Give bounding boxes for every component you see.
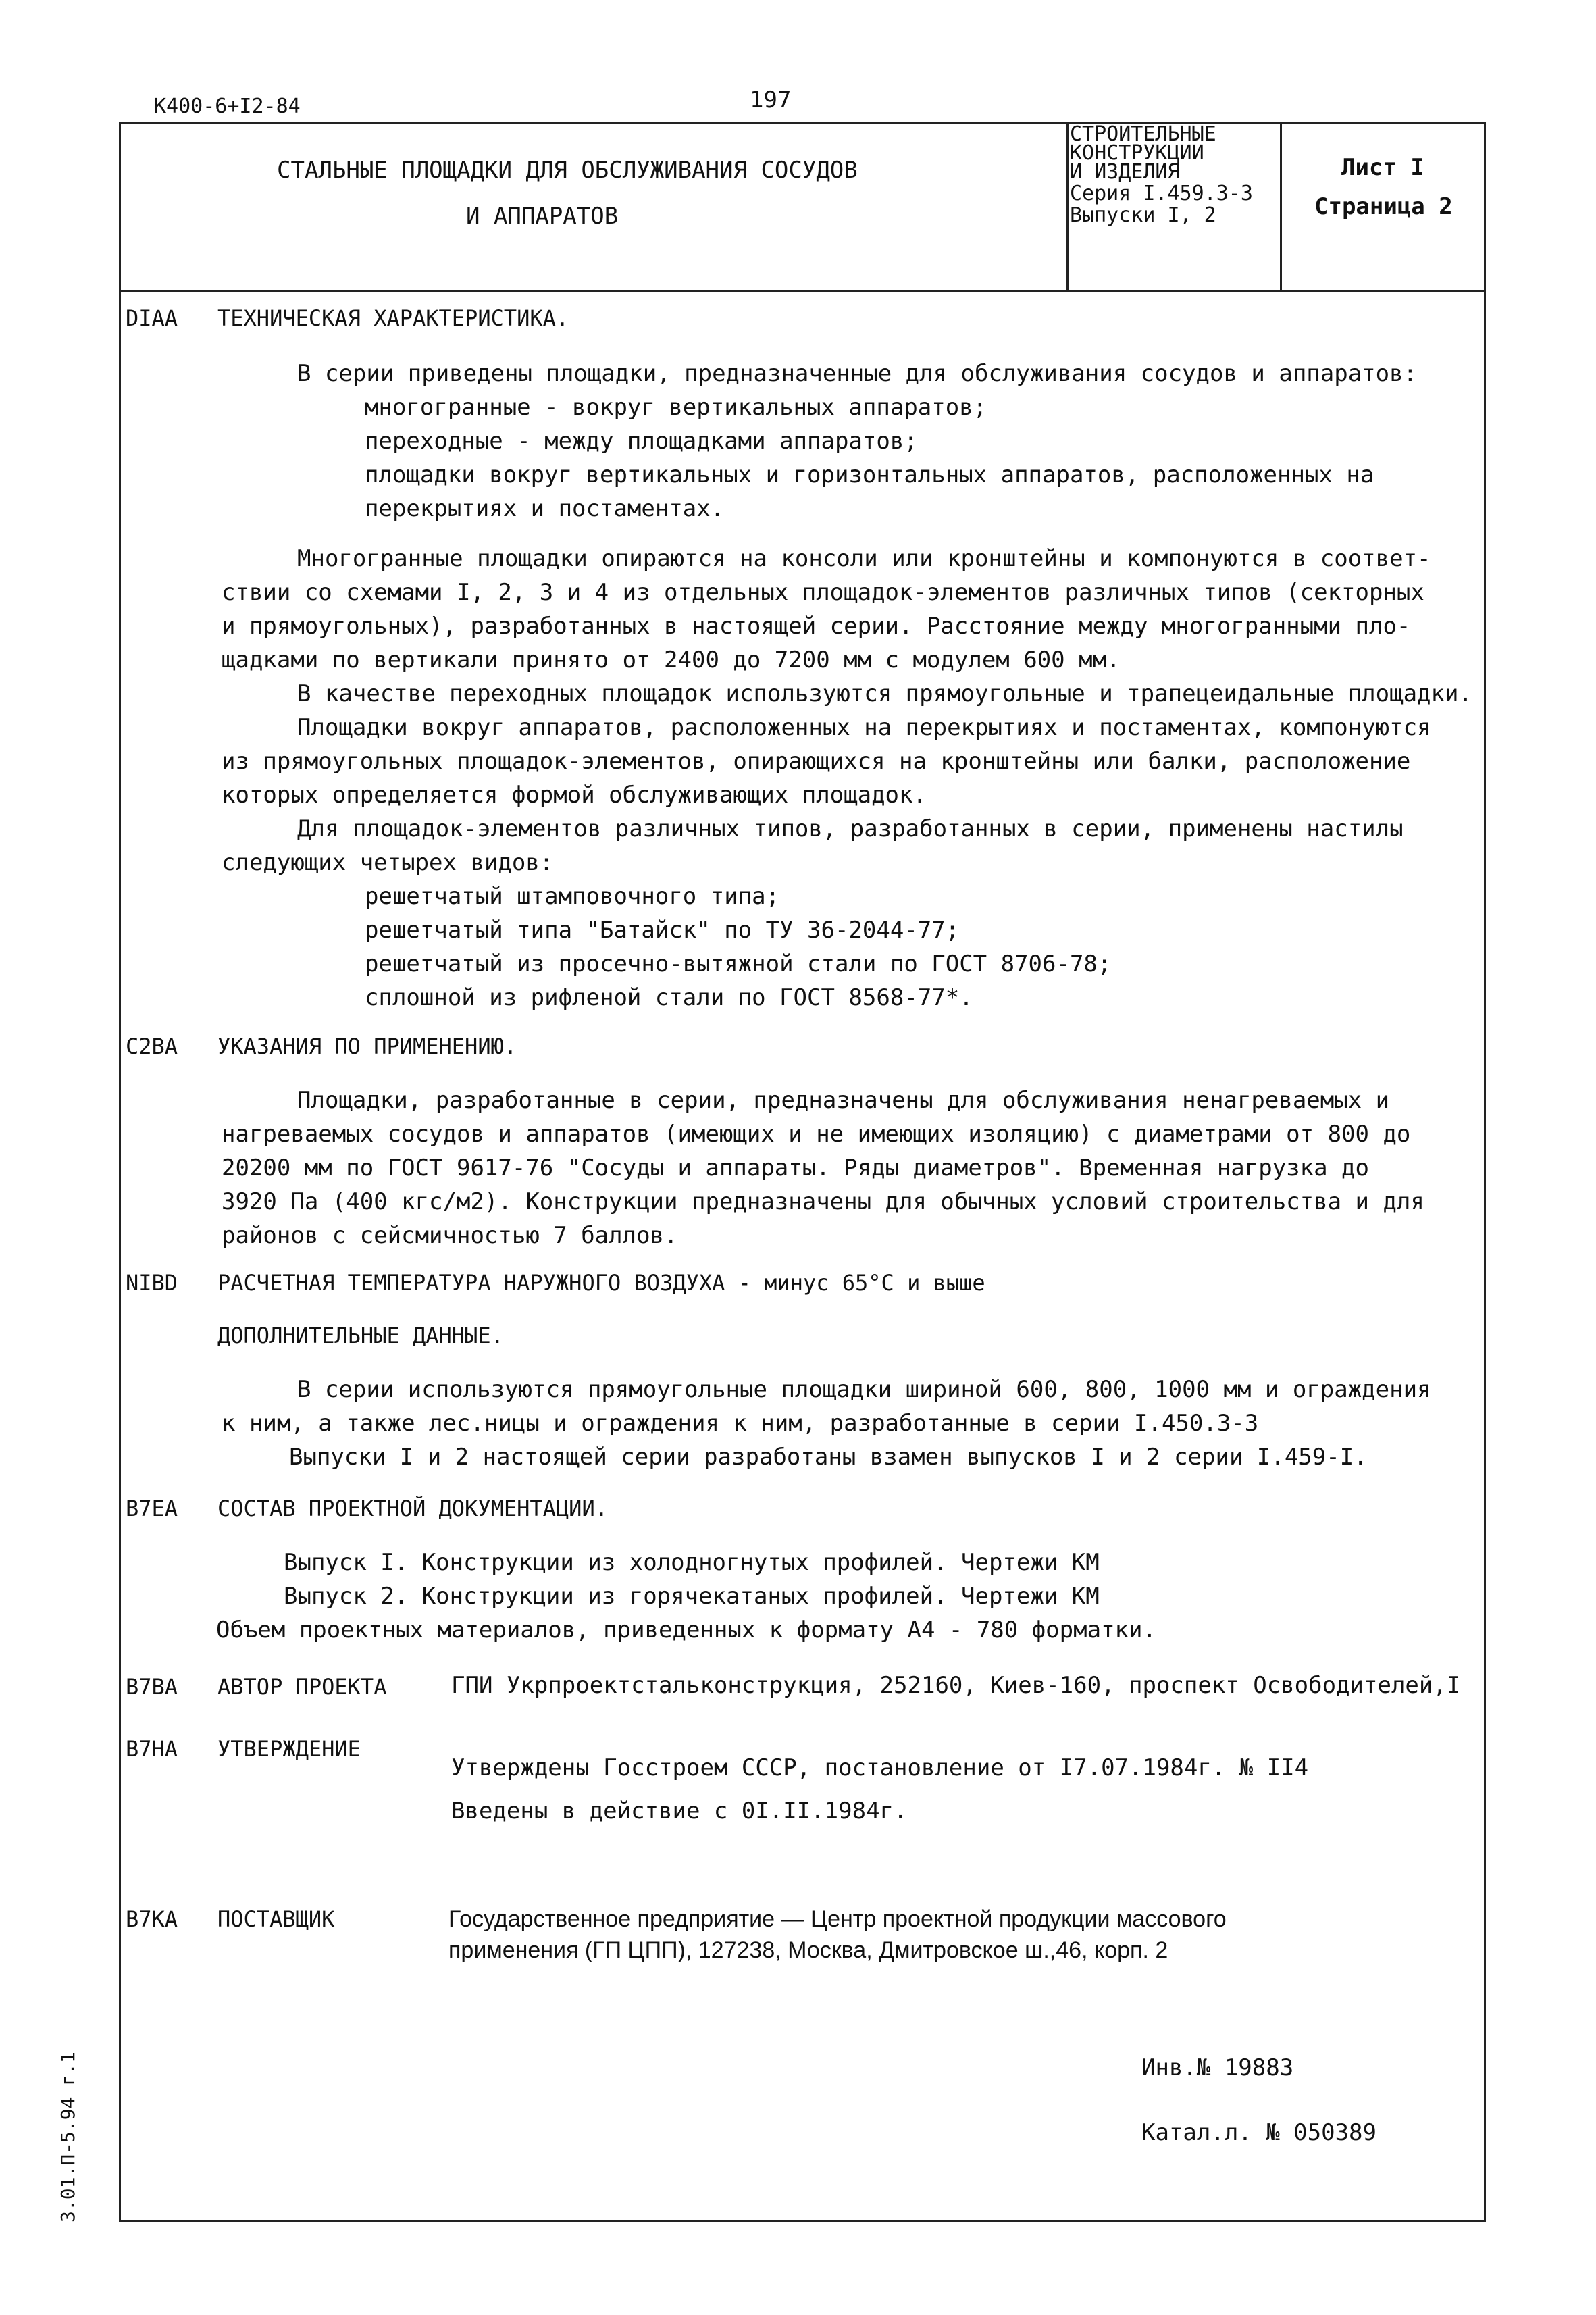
section-code: B7EA — [126, 1496, 178, 1521]
side-stamp: 3.01.П-5.94 г.1 — [57, 2052, 79, 2222]
header-divider — [121, 290, 1484, 292]
section-title: ДОПОЛНИТЕЛЬНЫЕ ДАННЫЕ. — [217, 1323, 504, 1348]
series-line: И ИЗДЕЛИЯ — [1070, 160, 1180, 184]
page-number: 197 — [750, 86, 792, 113]
header-divider-right — [1280, 124, 1282, 290]
section-code: B7HA — [126, 1736, 178, 1762]
section-title: ТЕХНИЧЕСКАЯ ХАРАКТЕРИСТИКА. — [217, 305, 569, 331]
text-line: Для площадок-элементов различных типов, разработанных в серии, применены настилы — [297, 815, 1404, 842]
text-line: решетчатый типа "Батайск" по ТУ 36-2044-77; — [365, 917, 960, 944]
document-code: К400-6+I2-84 — [154, 95, 301, 118]
text-line: районов с сейсмичностью 7 баллов. — [222, 1222, 678, 1249]
text-line: переходные - между площадками аппаратов; — [365, 428, 918, 455]
text-line: перекрытиях и постаментах. — [365, 495, 725, 522]
text-line: ствии со схемами I, 2, 3 и 4 из отдельных площадок-элементов различных типов (секторных — [222, 579, 1424, 606]
page-label: Страница 2 — [1314, 193, 1453, 220]
text-line: площадки вокруг вертикальных и горизонтальных аппаратов, расположенных на — [365, 461, 1374, 488]
title-line-2: И АППАРАТОВ — [466, 203, 619, 230]
text-line: 3920 Па (400 кгс/м2). Конструкции предназначены для обычных условий строительства и для — [222, 1188, 1424, 1215]
series-line: Выпуски I, 2 — [1070, 203, 1216, 227]
text-line: Площадки, разработанные в серии, предназначены для обслуживания ненагреваемых и — [297, 1087, 1390, 1114]
section-code: DIAA — [126, 305, 178, 331]
text-line: и прямоугольных), разработанных в настоящей серии. Расстояние между многогранными пло- — [222, 613, 1411, 640]
text-line: 20200 мм по ГОСТ 9617-76 "Сосуды и аппараты. Ряды диаметров". Временная нагрузка до — [222, 1154, 1369, 1181]
text-line: В качестве переходных площадок используются прямоугольные и трапецеидальные площадки. — [297, 680, 1472, 707]
header-divider-left — [1066, 124, 1069, 290]
text-line: следующих четырех видов: — [222, 849, 554, 876]
text-line: Выпуск 2. Конструкции из горячекатаных профилей. Чертежи КМ — [284, 1583, 1100, 1610]
text-line: Многогранные площадки опираются на консоли или кронштейны и компонуются в соответ- — [297, 545, 1431, 572]
text-line: щадками по вертикали принято от 2400 до 7200 мм с модулем 600 мм. — [222, 646, 1121, 673]
text-line: из прямоугольных площадок-элементов, опирающихся на кронштейны или балки, расположение — [222, 748, 1411, 775]
text-line: Выпуск I. Конструкции из холодногнутых профилей. Чертежи КМ — [284, 1549, 1100, 1576]
text-line: ГПИ Укрпроектстальконструкция, 252160, Киев-160, проспект Освободителей,I — [451, 1672, 1461, 1699]
text-line: многогранные - вокруг вертикальных аппаратов; — [365, 394, 987, 421]
inventory-number: Инв.№ 19883 — [1141, 2054, 1294, 2081]
text-line: Утверждены Госстроем СССР, постановление от I7.07.1984г. № II4 — [451, 1754, 1309, 1781]
section-title: ПОСТАВЩИК — [217, 1906, 335, 1932]
series-line: СТРОИТЕЛЬНЫЕ — [1070, 122, 1216, 146]
section-code: B7KA — [126, 1906, 178, 1932]
section-code: B7BA — [126, 1674, 178, 1700]
text-line: Площадки вокруг аппаратов, расположенных на перекрытиях и постаментах, компонуются — [297, 714, 1431, 741]
section-code: NIBD — [126, 1270, 178, 1296]
text-line: сплошной из рифленой стали по ГОСТ 8568-77*. — [365, 984, 973, 1011]
text-line: которых определяется формой обслуживающих площадок. — [222, 782, 927, 809]
text-line: к ним, а также лес.ницы и ограждения к ним, разработанные в серии I.450.3-3 — [222, 1410, 1259, 1437]
catalog-number: Катал.л. № 050389 — [1141, 2119, 1376, 2146]
series-line: Серия I.459.3-3 — [1070, 182, 1253, 205]
series-line: КОНСТРУКЦИИ — [1070, 141, 1204, 165]
text-line: Введены в действие с 0I.II.1984г. — [451, 1798, 908, 1825]
text-line: Государственное предприятие — Центр проектной продукции массового — [448, 1906, 1227, 1932]
text-line: В серии используются прямоугольные площадки шириной 600, 800, 1000 мм и ограждения — [297, 1376, 1431, 1403]
section-title: РАСЧЕТНАЯ ТЕМПЕРАТУРА НАРУЖНОГО ВОЗДУХА - минус 65°С и выше — [217, 1270, 985, 1296]
section-title: УКАЗАНИЯ ПО ПРИМЕНЕНИЮ. — [217, 1034, 517, 1059]
section-title: АВТОР ПРОЕКТА — [217, 1674, 387, 1700]
text-line: применения (ГП ЦПП), 127238, Москва, Дмитровское ш.,46, корп. 2 — [448, 1937, 1168, 1963]
title-line-1: СТАЛЬНЫЕ ПЛОЩАДКИ ДЛЯ ОБСЛУЖИВАНИЯ СОСУДОВ — [277, 157, 858, 184]
section-title: СОСТАВ ПРОЕКТНОЙ ДОКУМЕНТАЦИИ. — [217, 1496, 608, 1521]
section-code: C2BA — [126, 1034, 178, 1059]
text-line: решетчатый штамповочного типа; — [365, 883, 780, 910]
text-line: В серии приведены площадки, предназначенные для обслуживания сосудов и аппаратов: — [297, 360, 1418, 387]
text-line: нагреваемых сосудов и аппаратов (имеющих и не имеющих изоляцию) с диаметрами от 800 до — [222, 1121, 1411, 1148]
text-line: Выпуски I и 2 настоящей серии разработаны взамен выпусков I и 2 серии I.459-I. — [289, 1444, 1368, 1471]
text-line: Объем проектных материалов, приведенных к формату А4 - 780 форматки. — [216, 1617, 1156, 1644]
text-line: решетчатый из просечно-вытяжной стали по ГОСТ 8706-78; — [365, 950, 1112, 977]
sheet-label: Лист I — [1341, 154, 1424, 181]
section-title: УТВЕРЖДЕНИЕ — [217, 1736, 361, 1762]
